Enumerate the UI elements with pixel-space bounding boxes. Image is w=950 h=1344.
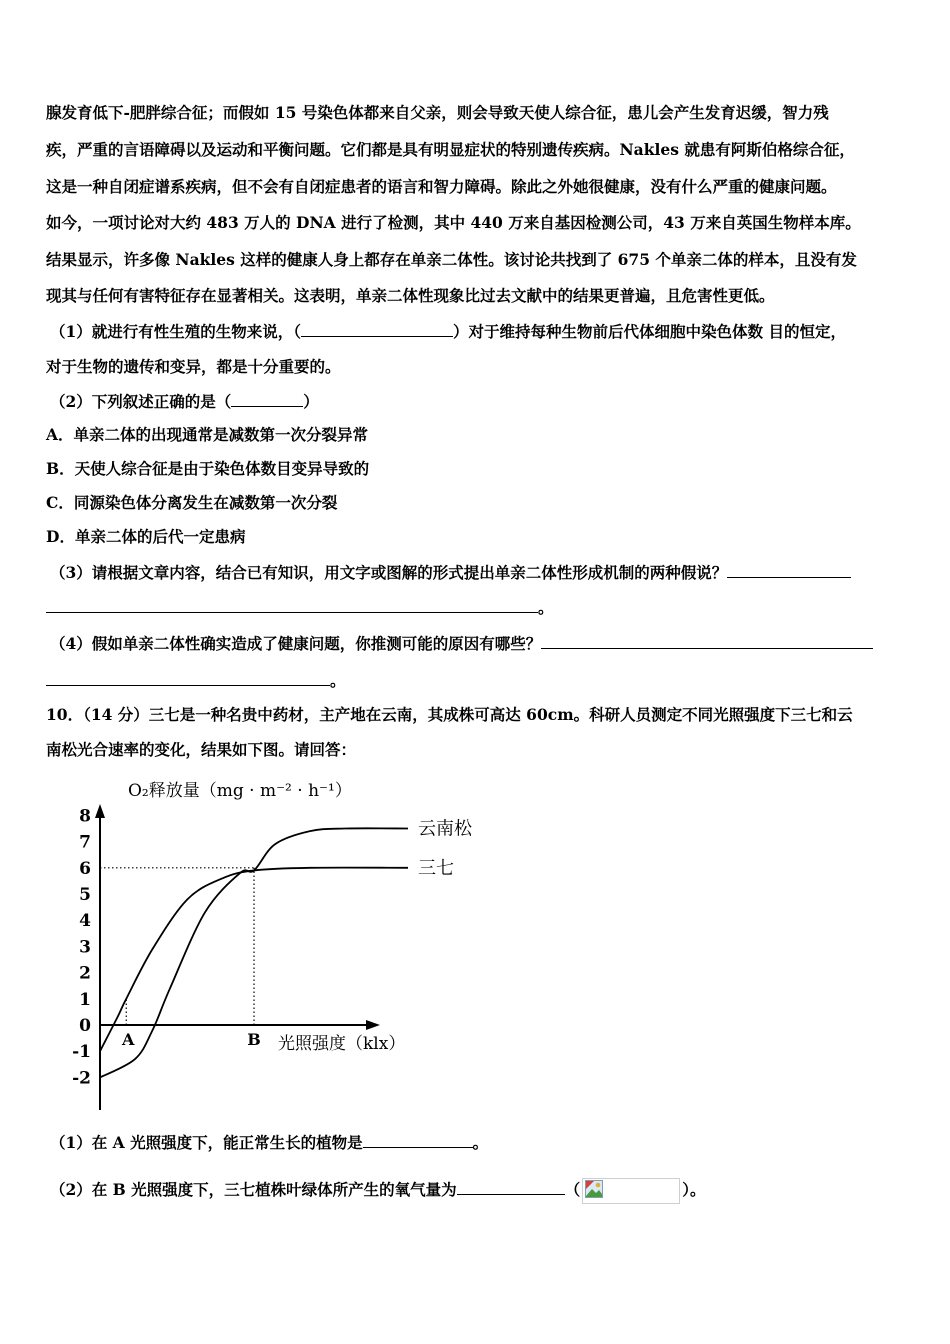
question-3-line2 xyxy=(46,597,904,618)
x-marker-label: A xyxy=(122,1030,135,1049)
question-2-suffix: ） xyxy=(303,392,319,411)
x-axis-arrow xyxy=(366,1020,380,1030)
y-tick-label: 4 xyxy=(79,911,91,932)
question-10-1-end: 。 xyxy=(472,1133,489,1152)
answer-blank[interactable] xyxy=(457,1179,565,1195)
question-10-2 xyxy=(50,1178,908,1204)
option-b: B．天使人综合征是由于染色体数目变异导致的 xyxy=(46,459,370,478)
question-10-1 xyxy=(50,1132,908,1153)
question-1 xyxy=(50,321,908,342)
y-tick-label: -1 xyxy=(72,1042,91,1063)
answer-blank[interactable] xyxy=(46,597,538,613)
option-c: C．同源染色体分离发生在减数第一次分裂 xyxy=(46,493,338,512)
question-4-end: 。 xyxy=(330,671,346,690)
question-1-suffix: ）对于维持每种生物前后代体细胞中染色体数 目的恒定， xyxy=(453,322,846,341)
question-3 xyxy=(50,562,908,583)
y-tick-label: -2 xyxy=(72,1068,91,1089)
paragraph-line: 疾，严重的言语障碍以及运动和平衡问题。它们都是具有明显症状的特别遗传疾病。Nakles 就患有阿斯伯格综合征， xyxy=(46,140,855,159)
question-1-line2: 对于生物的遗传和变异，都是十分重要的。 xyxy=(46,357,341,376)
option-a: A．单亲二体的出现通常是减数第一次分裂异常 xyxy=(46,425,369,444)
question-10-2-close: ）。 xyxy=(682,1180,706,1199)
broken-image-icon xyxy=(582,1178,680,1204)
question-10-line2: 南松光合速率的变化，结果如下图。请回答： xyxy=(46,740,357,759)
y-tick-label: 6 xyxy=(79,858,91,879)
y-axis-arrow xyxy=(95,804,105,818)
question-10-1-text: （1）在 A 光照强度下，能正常生长的植物是 xyxy=(50,1133,363,1152)
question-10-2-open: （ xyxy=(564,1180,581,1199)
answer-blank[interactable] xyxy=(363,1132,473,1148)
question-2 xyxy=(50,391,908,412)
question-4-text: （4）假如单亲二体性确实造成了健康问题，你推测可能的原因有哪些？ xyxy=(50,634,542,653)
y-tick-label: 0 xyxy=(79,1016,91,1036)
answer-blank[interactable] xyxy=(541,633,873,649)
series-label: 三七 xyxy=(418,857,454,879)
answer-blank[interactable] xyxy=(301,321,453,337)
y-tick-label: 7 xyxy=(79,832,91,853)
x-marker-label: B xyxy=(247,1030,261,1049)
answer-blank[interactable] xyxy=(46,670,330,686)
paragraph-line: 现其与任何有害特征存在显著相关。这表明，单亲二体性现象比过去文献中的结果更普遍，且危害性更低。 xyxy=(46,286,775,305)
question-4 xyxy=(50,633,908,654)
answer-blank[interactable] xyxy=(231,391,303,407)
question-3-end: 。 xyxy=(538,598,554,617)
question-3-text: （3）请根据文章内容，结合已有知识，用文字或图解的形式提出单亲二体性形成机制的两种假说？ xyxy=(50,563,728,582)
y-tick-label: 1 xyxy=(79,989,91,1010)
x-axis-label: 光照强度（klx） xyxy=(278,1034,406,1054)
question-1-prefix: （1）就进行有性生殖的生物来说，（ xyxy=(50,322,302,341)
option-d: D．单亲二体的后代一定患病 xyxy=(46,527,246,546)
question-10-2-text: （2）在 B 光照强度下，三七植株叶绿体所产生的氧气量为 xyxy=(50,1180,457,1199)
paragraph-line: 如今，一项讨论对大约 483 万人的 DNA 进行了检测，其中 440 万来自基因检测公司，43 万来自英国生物样本库。 xyxy=(46,213,861,232)
question-4-line2 xyxy=(46,670,904,691)
y-tick-label: 8 xyxy=(79,806,91,827)
answer-blank[interactable] xyxy=(727,562,851,578)
chart-title: O₂释放量（mg · m⁻² · h⁻¹） xyxy=(128,781,352,801)
paragraph-line: 腺发育低下-肥胖综合征；而假如 15 号染色体都来自父亲，则会导致天使人综合征，患儿会产生发育迟缓，智力残 xyxy=(46,103,829,122)
series-label: 云南松 xyxy=(418,818,472,840)
photosynthesis-chart xyxy=(60,772,472,1117)
y-tick-label: 3 xyxy=(79,937,91,958)
y-tick-label: 2 xyxy=(79,963,91,984)
question-2-prefix: （2）下列叙述正确的是（ xyxy=(50,392,232,411)
y-tick-label: 5 xyxy=(79,885,91,905)
question-10-line1: 10．（14 分）三七是一种名贵中药材，主产地在云南，其成株可高达 60cm。科研人员测定不同光照强度下三七和云 xyxy=(46,705,853,724)
paragraph-line: 结果显示，许多像 Nakles 这样的健康人身上都存在单亲二体性。该讨论共找到了 675 个单亲二体的样本，且没有发 xyxy=(46,250,857,269)
paragraph-line: 这是一种自闭症谱系疾病，但不会有自闭症患者的语言和智力障碍。除此之外她很健康，没有什么严重的健康问题。 xyxy=(46,177,837,196)
